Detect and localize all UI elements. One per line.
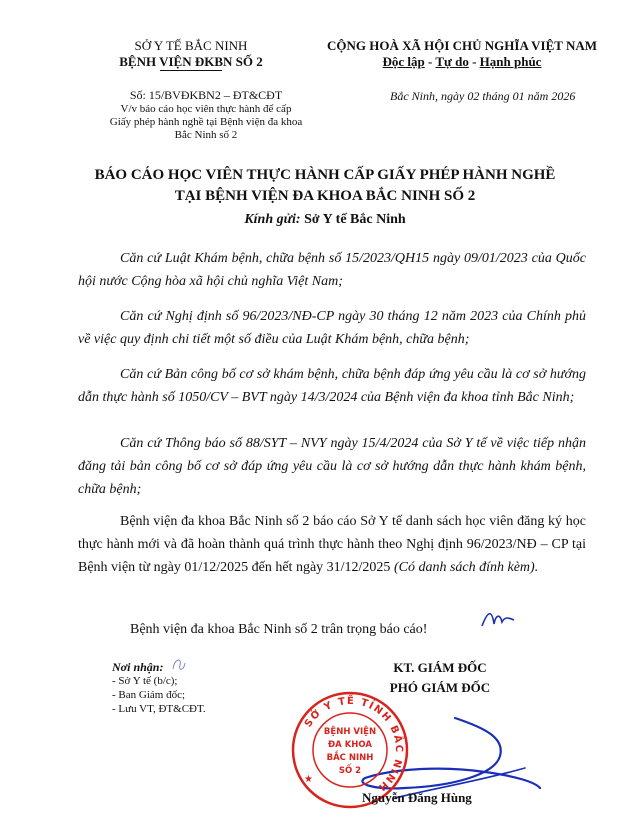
stamp-center-line-2: ĐA KHOA bbox=[328, 740, 372, 750]
distribution-label: Nơi nhận: bbox=[112, 660, 164, 674]
stamp-center-line-4: SỐ 2 bbox=[338, 766, 362, 776]
document-date: Bắc Ninh, ngày 02 tháng 01 năm 2026 bbox=[390, 89, 576, 103]
issuer-underline bbox=[160, 70, 222, 71]
legal-basis-1: Căn cứ Luật Khám bệnh, chữa bệnh số 15/2023/QH15 ngày 09/01/2023 của Quốc hội nước Cộng hòa xã hội chủ nghĩa Việt Nam; bbox=[78, 251, 586, 289]
national-motto-block bbox=[312, 38, 612, 70]
distribution-item: - Ban Giám đốc; bbox=[112, 689, 186, 701]
signatory-position: PHÓ GIÁM ĐỐC bbox=[389, 680, 491, 695]
subject-line-2: Giấy phép hành nghề tại Bệnh viện đa khoa bbox=[109, 116, 303, 128]
report-main-text: Bệnh viện đa khoa Bắc Ninh số 2 báo cáo Sở Y tế danh sách học viên đăng ký học thực hành mới và đã hoàn thành quá trình thực hành theo Nghị định 96/2023/NĐ – CP tại Bệnh viện từ ngày 01/12/2025 đến hết ngày 31/12/2025 bbox=[78, 514, 586, 575]
distribution-item: - Sở Y tế (b/c); bbox=[112, 675, 178, 687]
subject-line-1: V/v báo cáo học viên thực hành để cấp bbox=[120, 103, 292, 115]
distribution-initials bbox=[170, 655, 188, 675]
subject-line-3: Bắc Ninh số 2 bbox=[174, 129, 238, 141]
stamp-center-line-3: BẮC NINH bbox=[326, 753, 374, 763]
issuer-block bbox=[96, 38, 286, 71]
legal-basis-4: Căn cứ Thông báo số 88/SYT – NVY ngày 15/4/2024 của Sở Y tế về việc tiếp nhận đăng tải bản công bố cơ sở đáp ứng yêu cầu là cơ sở hướng dẫn thực hành khám bệnh, chữa bệnh; bbox=[78, 436, 586, 497]
attachment-note: (Có danh sách đính kèm). bbox=[393, 560, 539, 575]
distribution-list bbox=[112, 660, 206, 716]
report-paragraph bbox=[78, 510, 586, 579]
issuer-department: SỞ Y TẾ BẮC NINH bbox=[134, 38, 248, 53]
closing-sentence: Bệnh viện đa khoa Bắc Ninh số 2 trân trọng báo cáo! bbox=[130, 622, 428, 637]
issuer-hospital: BỆNH VIỆN ĐKBN SỐ 2 bbox=[119, 54, 263, 69]
initials-flourish bbox=[478, 606, 518, 634]
recipient-line bbox=[80, 212, 570, 228]
recipient-name: Sở Y tế Bắc Ninh bbox=[304, 212, 406, 227]
title-line-1: BÁO CÁO HỌC VIÊN THỰC HÀNH CẤP GIẤY PHÉP HÀNH NGHỀ bbox=[94, 167, 556, 183]
stamp-star-icon: ★ bbox=[304, 774, 313, 785]
document-number: Số: 15/BVĐKBN2 – ĐT&CĐT bbox=[129, 88, 283, 102]
country-name: CỘNG HOÀ XÃ HỘI CHỦ NGHĨA VIỆT NAM bbox=[326, 38, 598, 53]
recipient-label: Kính gửi: bbox=[244, 212, 301, 227]
title-line-2: TẠI BỆNH VIỆN ĐA KHOA BẮC NINH SỐ 2 bbox=[174, 188, 476, 204]
document-title bbox=[80, 165, 570, 207]
national-motto: Độc lập - Tự do - Hạnh phúc bbox=[382, 54, 542, 69]
signatory-name: Nguyễn Đăng Hùng bbox=[362, 790, 472, 805]
stamp-center-line-1: BỆNH VIỆN bbox=[323, 727, 377, 737]
legal-basis-3: Căn cứ Bản công bố cơ sở khám bệnh, chữa bệnh đáp ứng yêu cầu là cơ sở hướng dẫn thực hành số 1050/CV – BVT ngày 14/3/2024 của Bệnh viện đa khoa tỉnh Bắc Ninh; bbox=[78, 367, 586, 405]
signatory-authority: KT. GIÁM ĐỐC bbox=[393, 660, 487, 675]
distribution-item: - Lưu VT, ĐT&CĐT. bbox=[112, 703, 206, 715]
stamp-ring-text: SỞ Y TẾ TỈNH BẮC NINH bbox=[302, 695, 405, 794]
document-reference bbox=[96, 89, 316, 142]
legal-basis-2: Căn cứ Nghị định số 96/2023/NĐ-CP ngày 30 tháng 12 năm 2023 của Chính phủ về việc quy định chi tiết một số điều của Luật Khám bệnh, chữa bệnh; bbox=[78, 309, 586, 347]
